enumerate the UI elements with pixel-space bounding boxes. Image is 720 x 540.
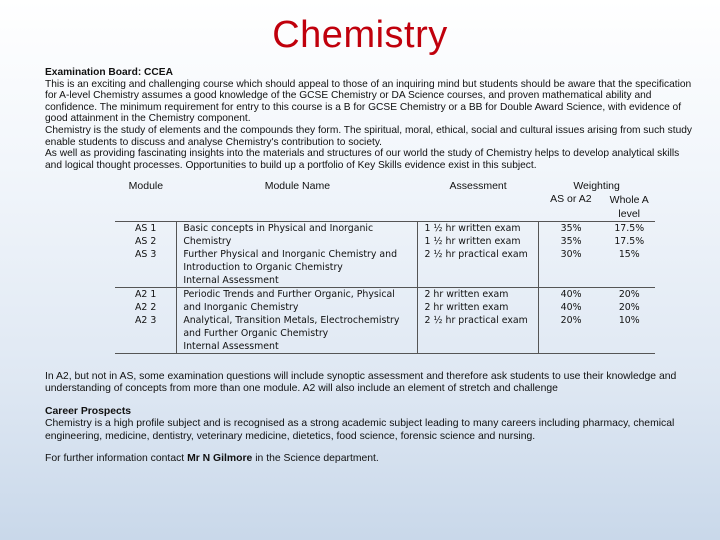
exam-board: Examination Board: CCEA [45,67,173,78]
table-row-a2 [115,288,655,354]
table-row-as [115,222,655,288]
assessment: 1 ½ hr written exam [424,236,521,247]
module-code: AS 3 [135,249,157,260]
contact-name: Mr N Gilmore [187,453,253,465]
module-name: Analytical, Transition Metals, Electrochemistry and Further Organic Chemistry [183,315,400,339]
whole-weight: 15% [618,249,640,260]
assessment: 2 hr written exam [424,302,509,313]
contact-suffix: in the Science department. [252,453,379,465]
study-paragraph: Chemistry is the study of elements and the compounds they form. The spiritual, moral, ethical, social and cultural issues arising from such study enable students to discuss and analyse Chemistry's contribution to society. [45,124,693,148]
as-weight: 40% [560,289,582,300]
header-module-name: Module Name [264,180,331,192]
module-name: Basic concepts in Physical and Inorganic Chemistry [183,223,374,247]
assessment: 2 ½ hr practical exam [424,315,528,326]
lower-section [45,371,700,475]
module-name: Internal Assessment [183,341,279,352]
career-paragraph: Chemistry is a high profile subject and is recognised as a strong academic subject leading to many careers including pharmacy, chemical engineering, medicine, dentistry, veterinary medicine, dietetics, food science, forensic science and nursing. [45,418,675,442]
table-header-row [115,180,655,193]
intro-section [45,67,695,171]
whole-weight: 17.5% [614,236,645,247]
header-whole-a-level: Whole A level [609,194,649,220]
module-table [115,180,655,354]
assessment: 1 ½ hr written exam [424,223,521,234]
career-heading: Career Prospects [45,405,132,417]
header-assessment: Assessment [449,180,507,192]
header-as-or-a2: AS or A2 [550,193,592,205]
table-subheader-row [115,193,655,222]
as-weight: 35% [560,223,582,234]
contact-prefix: For further information contact [45,453,188,465]
whole-weight: 20% [618,302,640,313]
contact-line [45,453,700,465]
module-name: Further Physical and Inorganic Chemistry and Introduction to Organic Chemistry [183,249,398,273]
header-module: Module [128,180,164,192]
module-code: A2 1 [134,289,157,300]
as-weight: 30% [560,249,582,260]
module-code: A2 3 [134,315,157,326]
assessment: 2 ½ hr practical exam [424,249,528,260]
header-weighting: Weighting [573,180,620,192]
whole-weight: 10% [618,315,640,326]
synoptic-paragraph: In A2, but not in AS, some examination questions will include synoptic assessment and therefore ask students to use their knowledge and understanding of concepts from more than one module. A2 will also include an element of stretch and challenge [45,371,677,395]
module-name: Periodic Trends and Further Organic, Physical and Inorganic Chemistry [183,289,395,313]
page-title: Chemistry [272,14,448,56]
as-weight: 40% [560,302,582,313]
assessment: 2 hr written exam [424,289,509,300]
insight-paragraph: As well as providing fascinating insights into the materials and structures of our world the study of Chemistry helps to develop analytical skills and logical thought processes. Opportunities to build up a portfolio of Key Skills evidence exist in this subject. [45,148,680,171]
as-weight: 35% [560,236,582,247]
intro-paragraph: This is an exciting and challenging course which should appeal to those of an inquiring mind but students should be aware that the specification for A-level Chemistry assumes a good knowledge of the GCSE Chemistry or DA Science courses, and proven mathematical ability and confidence. The minimum requirement for entry to this course is a B for GCSE Chemistry or a BB for Double Award Science, with evidence of good attainment in the Chemistry component. [45,78,692,125]
as-weight: 20% [560,315,582,326]
whole-weight: 17.5% [614,223,645,234]
module-code: AS 1 [135,223,157,234]
module-code: A2 2 [134,302,157,313]
whole-weight: 20% [618,289,640,300]
module-code: AS 2 [135,236,157,247]
module-name: Internal Assessment [183,275,279,286]
